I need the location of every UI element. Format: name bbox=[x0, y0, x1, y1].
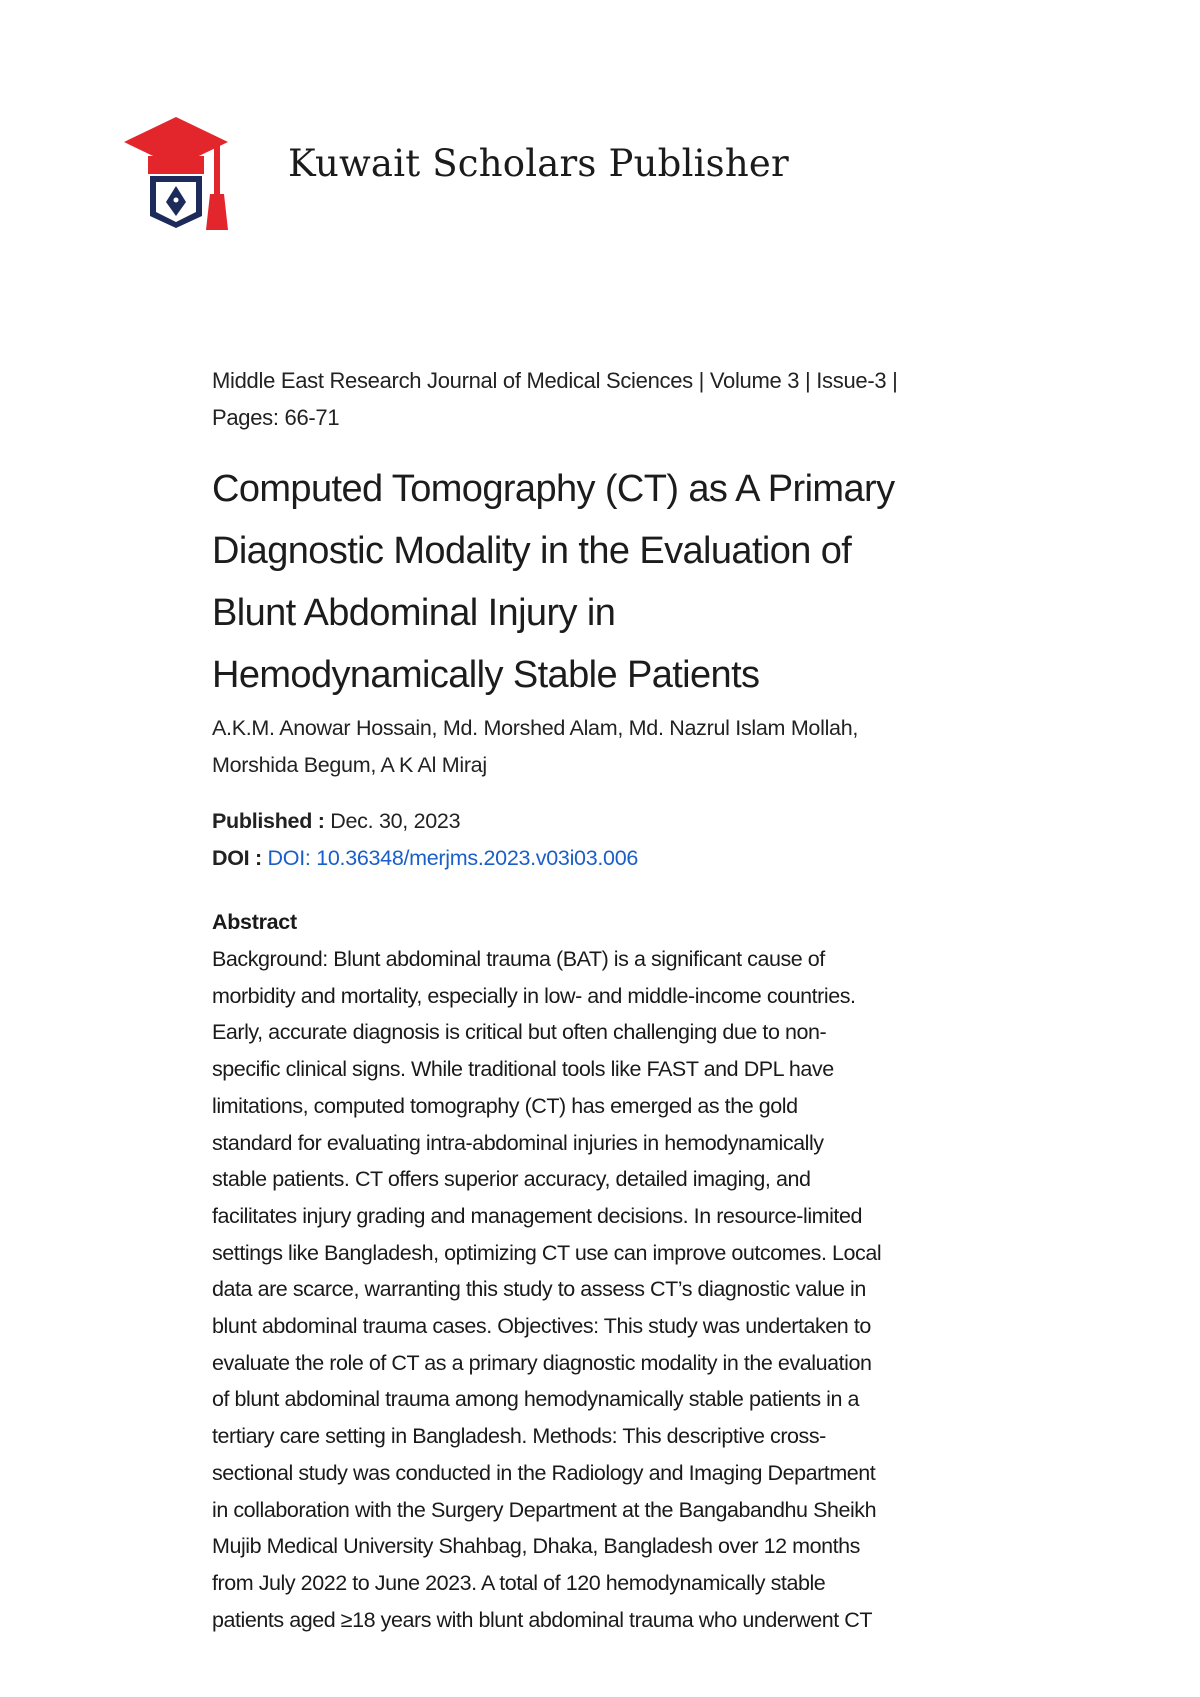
publisher-name: Kuwait Scholars Publisher bbox=[288, 142, 789, 185]
abstract-body bbox=[212, 941, 1012, 1638]
publisher-logo-icon bbox=[124, 112, 242, 232]
abstract-line: tertiary care setting in Bangladesh. Methods: This descriptive cross- bbox=[212, 1424, 826, 1449]
abstract-line: patients aged ≥18 years with blunt abdominal trauma who underwent CT bbox=[212, 1607, 873, 1632]
abstract-line: settings like Bangladesh, optimizing CT use can improve outcomes. Local bbox=[212, 1240, 882, 1265]
journal-citation bbox=[212, 362, 898, 436]
doi-link[interactable]: DOI: 10.36348/merjms.2023.v03i03.006 bbox=[267, 846, 639, 870]
abstract-line: stable patients. CT offers superior accuracy, detailed imaging, and bbox=[212, 1167, 811, 1192]
abstract-line: Background: Blunt abdominal trauma (BAT) is a significant cause of bbox=[212, 947, 825, 971]
abstract-heading: Abstract bbox=[212, 910, 297, 934]
doi-label: DOI : bbox=[212, 846, 262, 870]
article-title bbox=[212, 458, 894, 706]
abstract-line: limitations, computed tomography (CT) has emerged as the gold bbox=[212, 1093, 798, 1118]
title-line: Diagnostic Modality in the Evaluation of bbox=[212, 530, 852, 572]
journal-line: Pages: 66-71 bbox=[212, 405, 340, 430]
title-line: Hemodynamically Stable Patients bbox=[212, 654, 760, 696]
article-meta bbox=[212, 803, 638, 877]
abstract-line: facilitates injury grading and management decisions. In resource-limited bbox=[212, 1203, 862, 1228]
abstract-line: Early, accurate diagnosis is critical but often challenging due to non- bbox=[212, 1020, 827, 1045]
abstract-line: specific clinical signs. While traditional tools like FAST and DPL have bbox=[212, 1057, 834, 1082]
abstract-line: from July 2022 to June 2023. A total of 120 hemodynamically stable bbox=[212, 1570, 826, 1595]
published-label: Published : bbox=[212, 809, 325, 833]
author-line: A.K.M. Anowar Hossain, Md. Morshed Alam, Md. Nazrul Islam Mollah, bbox=[212, 716, 859, 740]
abstract-line: of blunt abdominal trauma among hemodynamically stable patients in a bbox=[212, 1387, 860, 1412]
title-line: Computed Tomography (CT) as A Primary bbox=[212, 468, 895, 510]
abstract-line: standard for evaluating intra-abdominal injuries in hemodynamically bbox=[212, 1130, 824, 1155]
author-list bbox=[212, 710, 858, 784]
title-line: Blunt Abdominal Injury in bbox=[212, 592, 616, 634]
abstract-line: sectional study was conducted in the Radiology and Imaging Department bbox=[212, 1460, 876, 1485]
published-date: Dec. 30, 2023 bbox=[330, 809, 461, 833]
abstract-line: morbidity and mortality, especially in low- and middle-income countries. bbox=[212, 983, 856, 1008]
doi-row bbox=[212, 840, 638, 877]
abstract-line: blunt abdominal trauma cases. Objectives: This study was undertaken to bbox=[212, 1314, 871, 1339]
abstract-line: Mujib Medical University Shahbag, Dhaka, Bangladesh over 12 months bbox=[212, 1534, 860, 1559]
published-row bbox=[212, 803, 638, 840]
author-line: Morshida Begum, A K Al Miraj bbox=[212, 753, 487, 777]
abstract-line: data are scarce, warranting this study to assess CT’s diagnostic value in bbox=[212, 1277, 866, 1302]
abstract-line: in collaboration with the Surgery Department at the Bangabandhu Sheikh bbox=[212, 1497, 877, 1522]
abstract-line: evaluate the role of CT as a primary diagnostic modality in the evaluation bbox=[212, 1350, 872, 1375]
journal-line: Middle East Research Journal of Medical Sciences | Volume 3 | Issue-3 | bbox=[212, 368, 898, 393]
